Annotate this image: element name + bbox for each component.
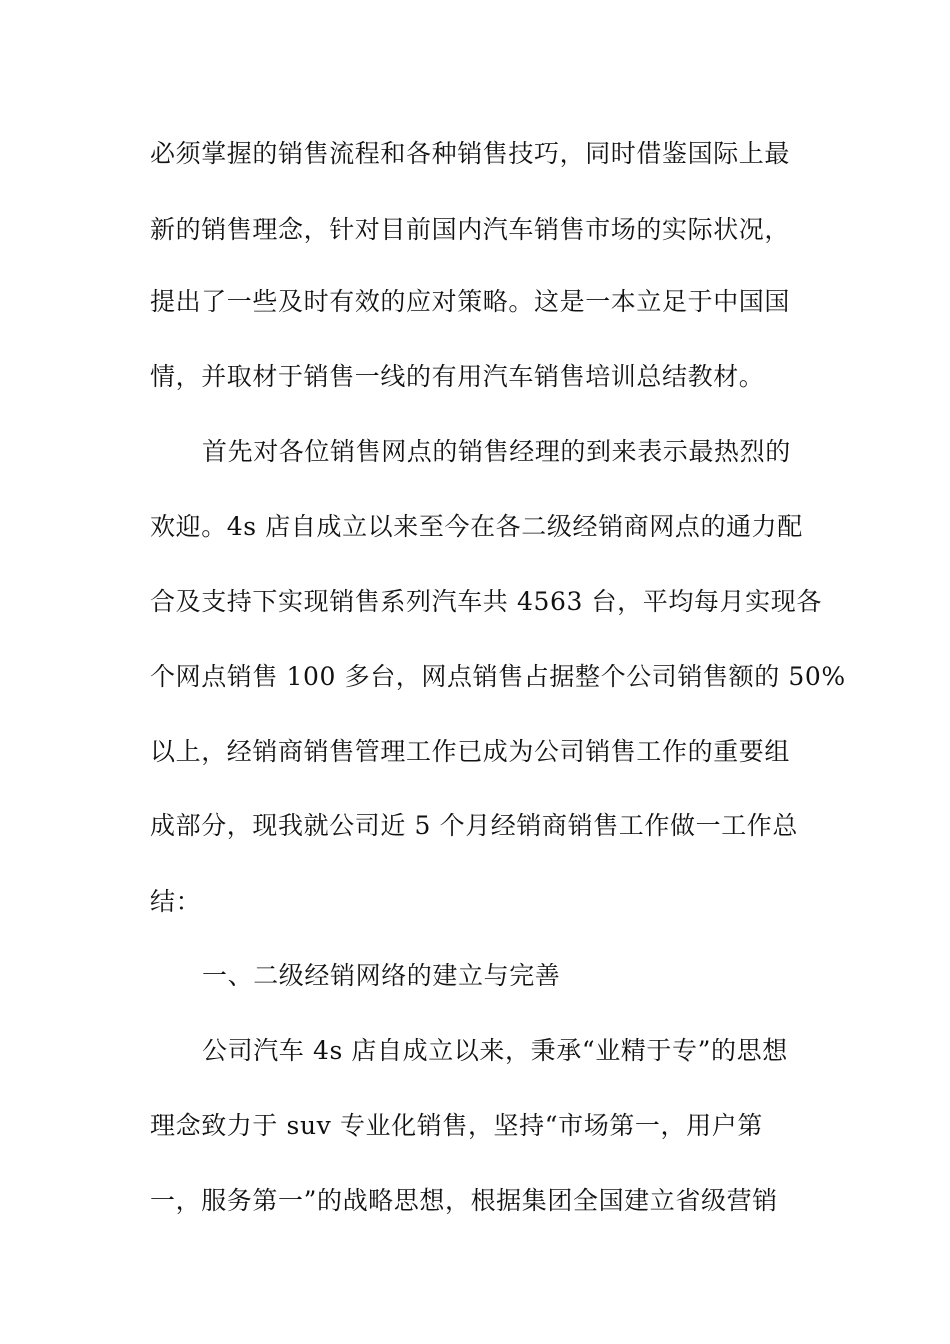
text-line: 成部分，现我就公司近 5 个月经销商销售工作做一工作总 xyxy=(150,811,799,840)
text-line: 结： xyxy=(150,887,202,916)
paragraph-start-line: 公司汽车 4s 店自成立以来，秉承“业精于专”的思想 xyxy=(202,1036,788,1065)
text-line: 提出了一些及时有效的应对策略。这是一本立足于中国国 xyxy=(150,287,791,316)
text-line: 以上，经销商销售管理工作已成为公司销售工作的重要组 xyxy=(150,737,791,766)
text-line: 合及支持下实现销售系列汽车共 4563 台，平均每月实现各 xyxy=(150,587,822,616)
text-line: 理念致力于 suv 专业化销售，坚持“市场第一，用户第 xyxy=(150,1111,763,1140)
text-line: 新的销售理念，针对目前国内汽车销售市场的实际状况， xyxy=(150,215,791,244)
text-line: 欢迎。4s 店自成立以来至今在各二级经销商网点的通力配 xyxy=(150,512,803,541)
text-line: 个网点销售 100 多台，网点销售占据整个公司销售额的 50% xyxy=(150,662,846,691)
text-line: 必须掌握的销售流程和各种销售技巧，同时借鉴国际上最 xyxy=(150,139,791,168)
text-line: 情，并取材于销售一线的有用汽车销售培训总结教材。 xyxy=(150,362,765,391)
text-line: 一，服务第一”的战略思想，根据集团全国建立省级营销 xyxy=(150,1186,778,1215)
paragraph-start-line: 首先对各位销售网点的销售经理的到来表示最热烈的 xyxy=(202,437,791,466)
section-heading: 一、二级经销网络的建立与完善 xyxy=(202,961,561,990)
